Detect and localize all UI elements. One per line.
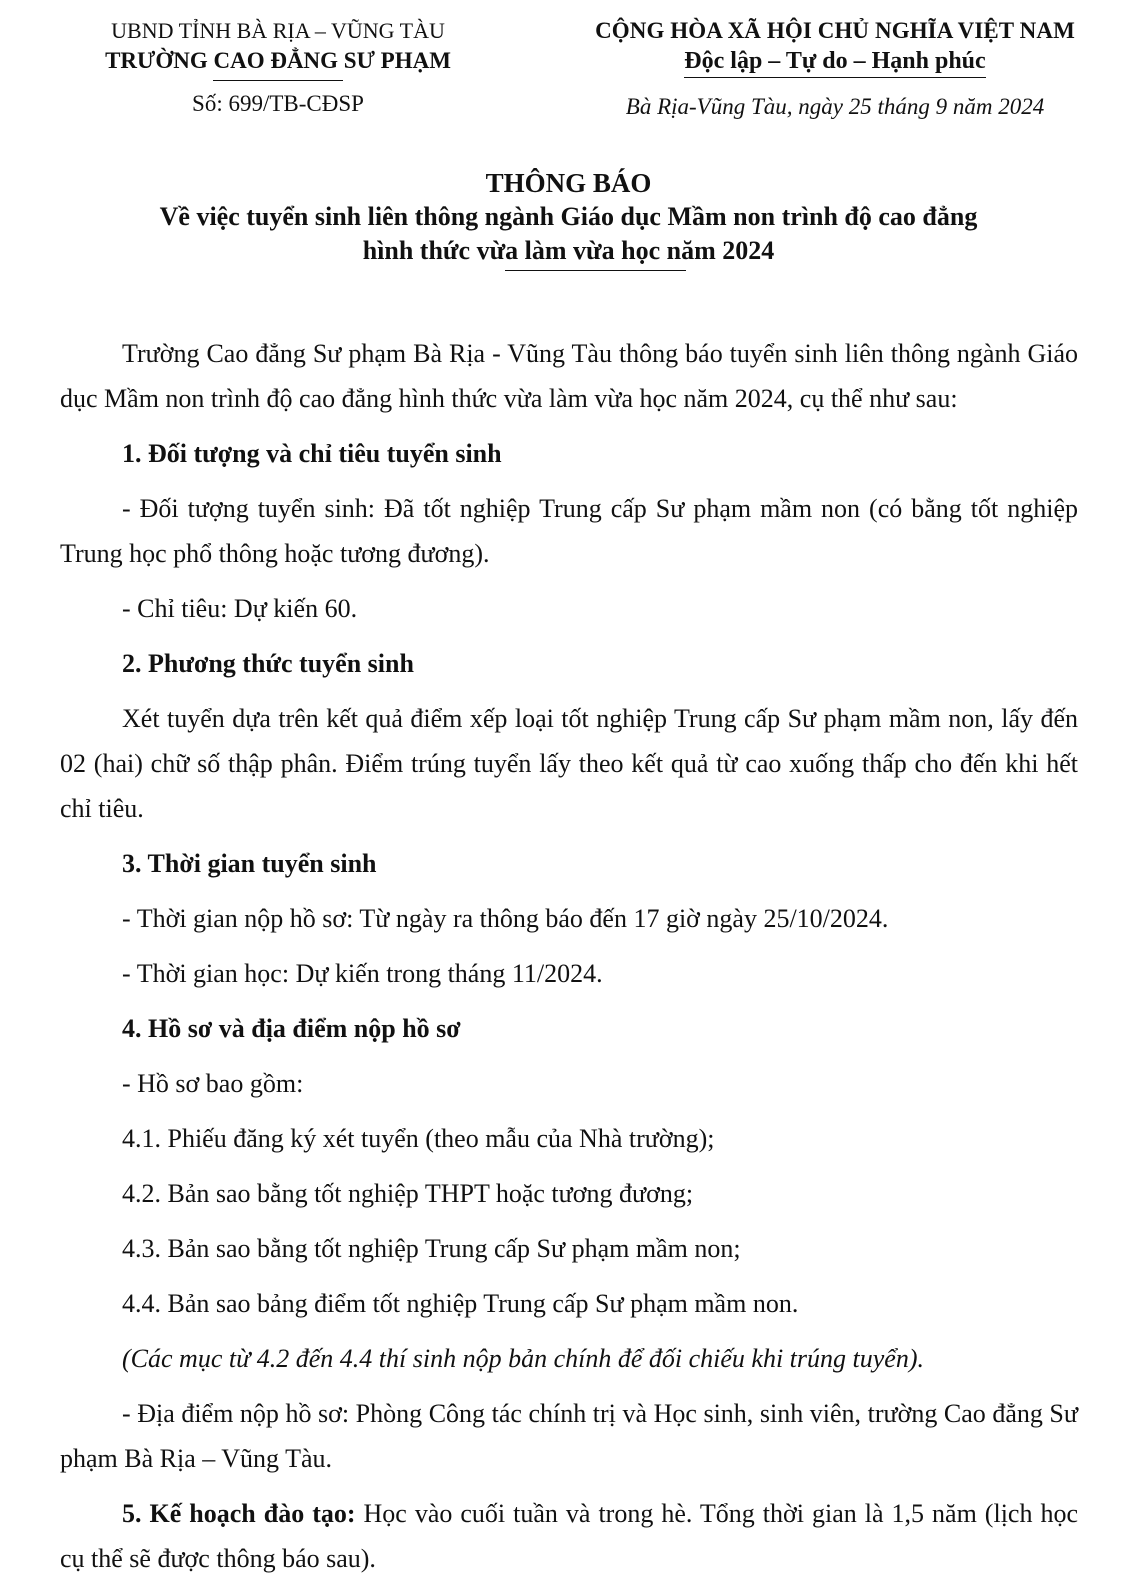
section-1-quota: - Chỉ tiêu: Dự kiến 60.: [122, 594, 358, 623]
national-header-block: [550, 16, 1120, 122]
organization-underline: [213, 80, 343, 81]
section-3-study-time: - Thời gian học: Dự kiến trong tháng 11/2024.: [122, 959, 603, 988]
section-3-submission-time: - Thời gian nộp hồ sơ: Từ ngày ra thông báo đến 17 giờ ngày 25/10/2024.: [122, 904, 889, 933]
dossier-item: 4.4. Bản sao bảng điểm tốt nghiệp Trung cấp Sư phạm mầm non.: [122, 1289, 799, 1318]
dossier-item: 4.2. Bản sao bằng tốt nghiệp THPT hoặc tương đương;: [122, 1179, 694, 1208]
section-5-heading: 5. Kế hoạch đào tạo:: [122, 1499, 356, 1528]
place-and-date: Bà Rịa-Vũng Tàu, ngày 25 tháng 9 năm 2024: [625, 94, 1045, 119]
document-title: THÔNG BÁO: [485, 168, 652, 198]
document-number: Số: 699/TB-CĐSP: [192, 91, 364, 116]
organization-name: TRƯỜNG CAO ĐẲNG SƯ PHẠM: [105, 48, 451, 73]
section-1-target: - Đối tượng tuyển sinh: Đã tốt nghiệp Trung cấp Sư phạm mầm non (có bằng tốt nghiệp Trung học phổ thông hoặc tương đương).: [60, 494, 1078, 568]
section-2-text: Xét tuyển dựa trên kết quả điểm xếp loại tốt nghiệp Trung cấp Sư phạm mầm non, lấy đến 02 (hai) chữ số thập phân. Điểm trúng tuyển lấy theo kết quả từ cao xuống thấp cho đến khi hết chỉ tiêu.: [60, 704, 1078, 823]
document-body: [60, 331, 1078, 1591]
nation-title: CỘNG HÒA XÃ HỘI CHỦ NGHĨA VIỆT NAM: [595, 18, 1075, 43]
national-motto: Độc lập – Tự do – Hạnh phúc: [684, 46, 985, 78]
section-4-includes: - Hồ sơ bao gồm:: [122, 1069, 304, 1098]
issuing-authority-block: [58, 16, 498, 119]
document-subtitle-line1: Về việc tuyển sinh liên thông ngành Giáo dục Mầm non trình độ cao đẳng: [159, 202, 978, 231]
dossier-item: 4.1. Phiếu đăng ký xét tuyển (theo mẫu của Nhà trường);: [122, 1124, 715, 1153]
section-4-note: (Các mục từ 4.2 đến 4.4 thí sinh nộp bản chính để đối chiếu khi trúng tuyển).: [122, 1344, 924, 1373]
parent-organization: UBND TỈNH BÀ RỊA – VŨNG TÀU: [111, 18, 445, 43]
title-underline: [505, 270, 686, 271]
section-4-heading: 4. Hồ sơ và địa điểm nộp hồ sơ: [122, 1014, 461, 1043]
section-2-heading: 2. Phương thức tuyển sinh: [122, 649, 414, 678]
section-5-paragraph: [60, 1491, 1078, 1581]
section-4-location: - Địa điểm nộp hồ sơ: Phòng Công tác chính trị và Học sinh, sinh viên, trường Cao đẳng Sư phạm Bà Rịa – Vũng Tàu.: [60, 1399, 1078, 1473]
intro-paragraph: Trường Cao đẳng Sư phạm Bà Rịa - Vũng Tàu thông báo tuyển sinh liên thông ngành Giáo dục Mầm non trình độ cao đẳng hình thức vừa làm vừa học năm 2024, cụ thể như sau:: [60, 339, 1078, 413]
document-title-block: [40, 166, 1097, 268]
document-subtitle-line2: hình thức vừa làm vừa học năm 2024: [362, 236, 775, 265]
section-3-heading: 3. Thời gian tuyển sinh: [122, 849, 377, 878]
section-1-heading: 1. Đối tượng và chỉ tiêu tuyển sinh: [122, 439, 502, 468]
dossier-item: 4.3. Bản sao bằng tốt nghiệp Trung cấp Sư phạm mầm non;: [122, 1234, 741, 1263]
section-5-text: Học vào cuối tuần và trong hè. Tổng thời gian là 1,5 năm (lịch học cụ thể sẽ được thông báo sau).: [60, 1499, 1078, 1573]
